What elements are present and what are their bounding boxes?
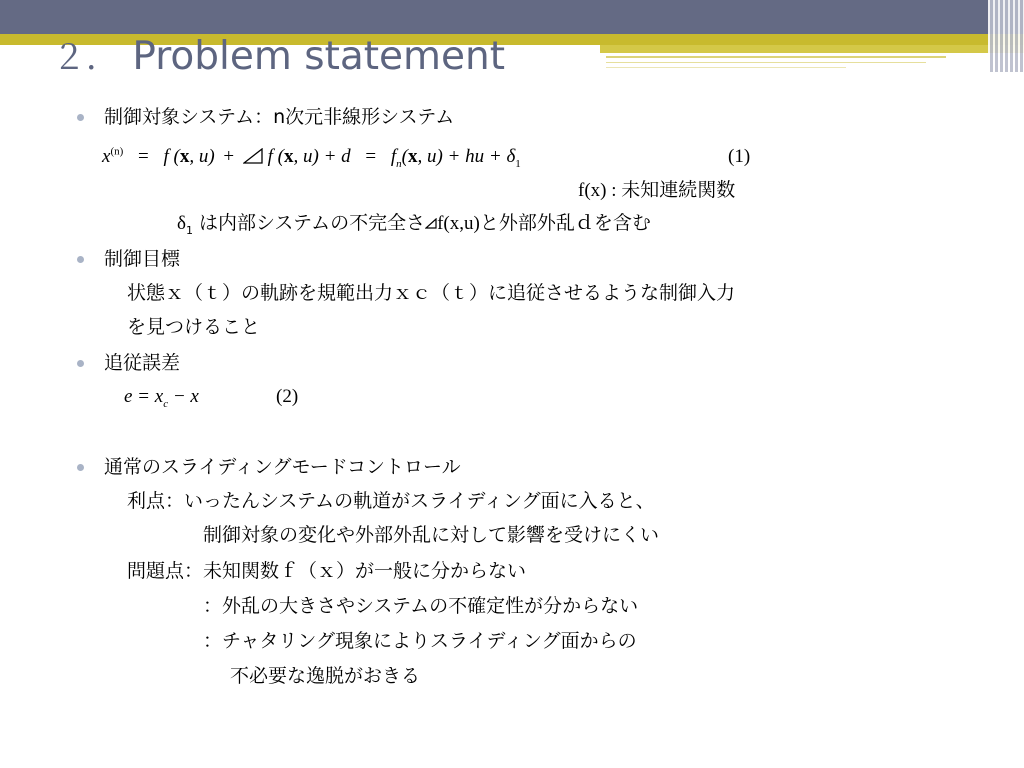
slide-title [52, 30, 505, 79]
bullet-error [104, 352, 180, 374]
delta-text: は内部システムの不完全さ [199, 212, 426, 234]
equation-1 [102, 146, 521, 168]
equation-2 [124, 386, 199, 408]
bullet-system [104, 106, 454, 128]
eq2-rhs: − x [172, 386, 199, 407]
header-accent-line [606, 62, 926, 63]
eq-fn-sub: n [396, 157, 402, 170]
bullet-text: 制御対象システム：n次元非線形システム [104, 106, 455, 128]
delta-description [177, 212, 651, 235]
problem-line-1: 問題点：未知関数ｆ（ｘ）が一般に分からない [127, 560, 527, 582]
problem-line-3: ：チャタリング現象によりスライディング面からの [203, 630, 637, 652]
bullet-text: 通常のスライディングモードコントロール [104, 456, 461, 478]
title-number: ２． [52, 38, 120, 78]
equation-1-note: f(x) : 未知連続関数 [578, 180, 736, 201]
header-accent-line [606, 67, 846, 68]
equation-1-number: (1) [728, 146, 751, 167]
delta-triangle-icon [425, 218, 437, 229]
delta-text-end: と外部外乱ｄを含む [479, 212, 651, 234]
advantage-line-2: 制御対象の変化や外部外乱に対して影響を受けにくい [203, 524, 660, 546]
header-gold-accent [600, 45, 1024, 53]
eq-fn-args: (x, u) + hu + δ [401, 146, 516, 167]
delta-fx: f(x,u) [437, 213, 480, 234]
eq-equals: = [138, 146, 149, 167]
eq-lhs-sup: (n) [110, 145, 124, 158]
advantage-line-1: 利点：いったんシステムの軌道がスライディング面に入ると、 [127, 490, 655, 512]
eq-fn: f [390, 146, 397, 167]
problem-line-4: 不必要な逸脱がおきる [230, 665, 421, 687]
eq-plus: + [223, 146, 235, 167]
problem-line-2: ：外乱の大きさやシステムの不確定性が分からない [203, 595, 639, 617]
goal-line-1: 状態ｘ（ｔ）の軌跡を規範出力ｘｃ（ｔ）に追従させるような制御入力 [127, 282, 736, 304]
bullet-smc [104, 456, 461, 478]
bullet-text: 制御目標 [104, 248, 181, 270]
goal-line-2: を見つけること [127, 316, 261, 338]
eq2-lhs: e = x [124, 386, 164, 407]
eq-delta-f: f (x, u) [267, 146, 319, 167]
eq-equals: = [365, 146, 377, 167]
eq-delta-sub: 1 [515, 157, 521, 170]
delta-symbol: δ [177, 213, 186, 234]
title-text: Problem statement [132, 34, 506, 79]
eq-lhs: x [102, 146, 111, 167]
eq-plus-d: + d [323, 146, 351, 167]
header-accent-line [606, 56, 946, 58]
header-band [0, 0, 1024, 34]
header-stripes [988, 0, 1024, 72]
bullet-text: 追従誤差 [104, 352, 181, 374]
delta-sub: 1 [185, 223, 193, 237]
eq2-sub: c [163, 397, 169, 410]
equation-2-number: (2) [276, 386, 299, 407]
bullet-goal [104, 248, 180, 270]
delta-triangle-icon [243, 148, 263, 164]
eq-f: f (x, u) [163, 146, 215, 167]
